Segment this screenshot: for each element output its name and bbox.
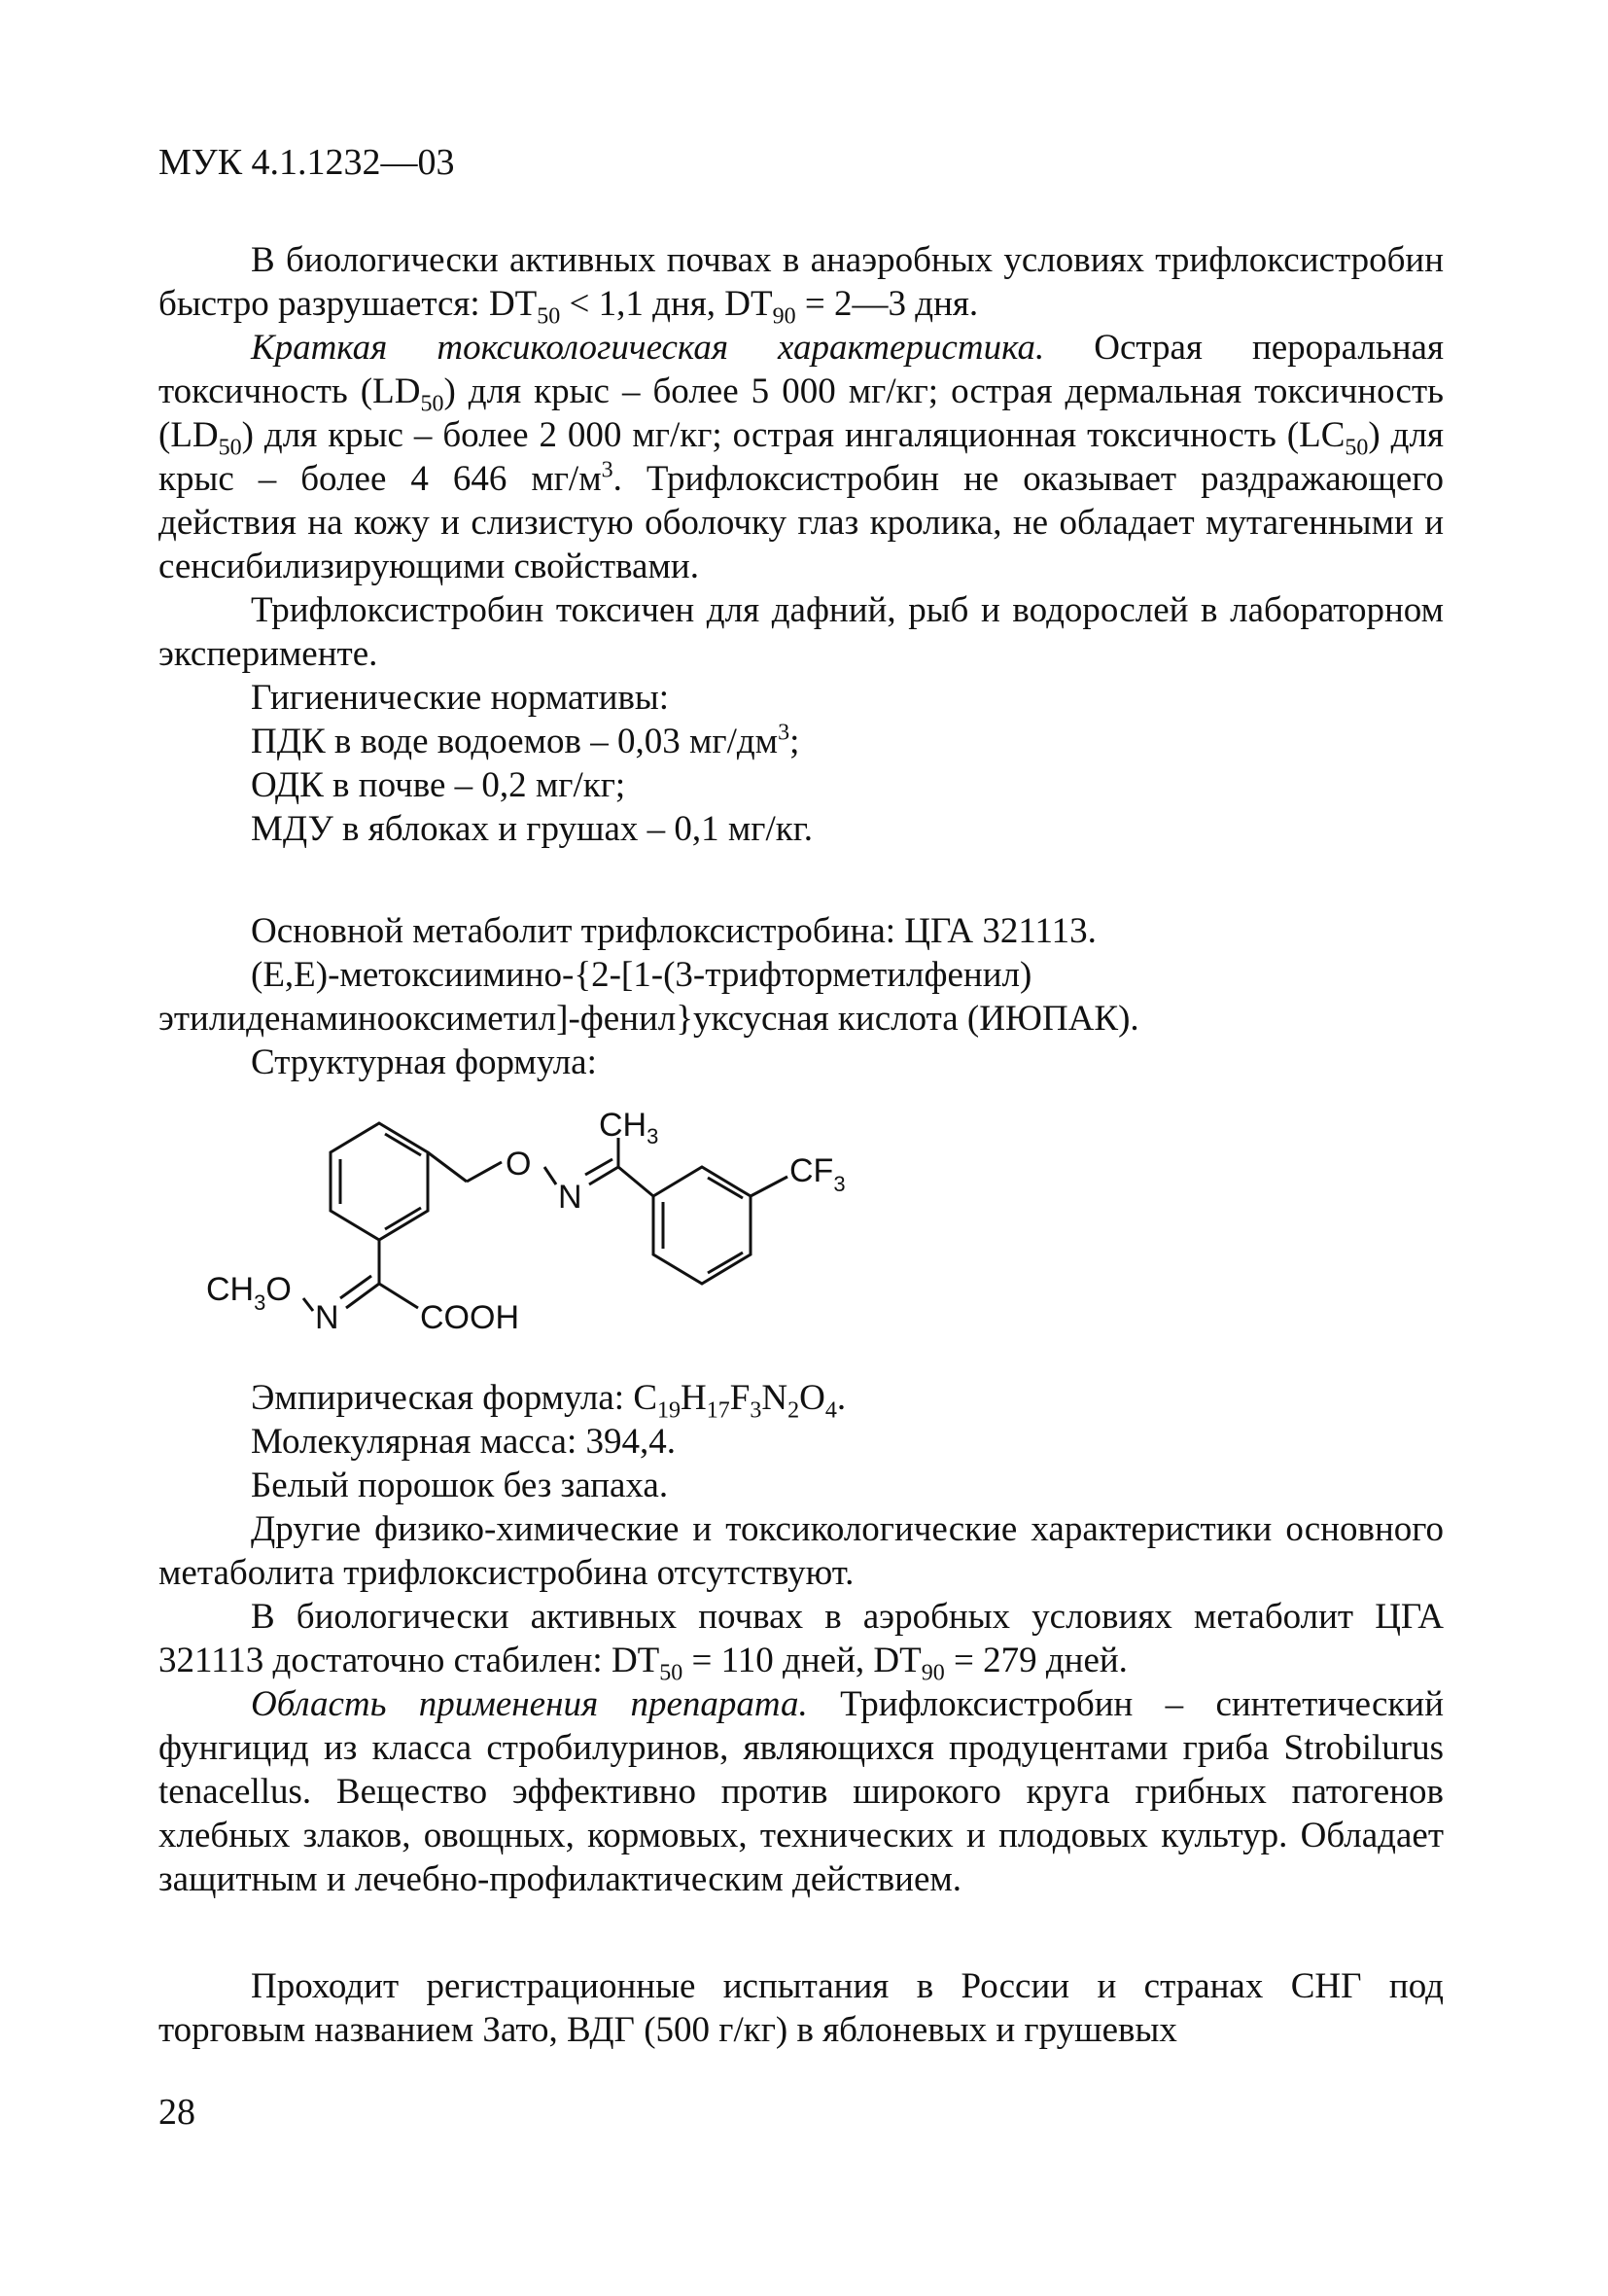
paragraph-anaerobic: В биологически активных почвах в анаэробных условиях трифлоксистробин быстро разрушается: $DT_{50} < 1,1$ дня, $DT_{90}$ = 2—3 дня. xyxy=(158,240,1444,330)
right-benzene-ring xyxy=(653,1167,751,1284)
paragraph-registration: Проходит регистрационные испытания в России и странах СНГ под торговым названием Зато, ВДГ (500 г/кг) в яблоневых и грушевых xyxy=(158,1966,1444,2050)
norm-pdk: ПДК в воде водоемов – 0,03 $мг/дм^3$; xyxy=(251,720,800,761)
nitrogen-link-label: N xyxy=(558,1179,582,1216)
structure-bonds xyxy=(303,1123,787,1311)
cooh-label: COOH xyxy=(420,1299,519,1336)
paragraph-ecotox: Трифлоксистробин токсичен для дафний, рыб и водорослей в лабораторном эксперименте. xyxy=(158,590,1444,674)
page-number: 28 xyxy=(158,2092,195,2133)
paragraph-toxicology: Краткая токсикологическая характеристика. Острая пероральная токсичность $(LD_{50})$ для крыс – более 5 000 мг/кг; острая дермальная токсичность $(LD_{50})$ для крыс – более 2 000 мг/кг; острая ингаляционная токсичность $(LC_{50})$ для крыс – более 4 646 $мг/м^3$. Трифлоксистробин не оказывает раздражающего действия на кожу и слизистую оболочку глаз кролика, не обладает мутагенными и сенсибилизирующими свойствами. xyxy=(158,328,1444,586)
appearance: Белый порошок без запаха. xyxy=(251,1466,669,1505)
norm-mdu: МДУ в яблоках и грушах – 0,1 мг/кг. xyxy=(251,809,813,849)
molar-mass: Молекулярная масса: 394,4. xyxy=(251,1422,677,1462)
left-benzene-ring xyxy=(331,1123,428,1240)
nitrogen-lower-label: N xyxy=(315,1299,339,1336)
oxygen-link-label: O xyxy=(506,1146,532,1183)
methoxy-label: $CH_3O$ xyxy=(206,1271,292,1315)
empirical-formula: Эмпирическая формула: $C_{19}H_{17}F_3N_2O_4$. xyxy=(251,1378,847,1424)
paragraph-other-properties: Другие физико-химические и токсикологические характеристики основного метаболита трифлоксистробина отсутствуют. xyxy=(158,1509,1444,1593)
metabolite-iupac-name: (E,E)-метоксиимино-{2-[1-(3-трифторметилфенил) этилиденаминооксиметил]-фенил}уксусная кислота (ИЮПАК). xyxy=(158,955,1139,1039)
cf3-label: $CF_3$ xyxy=(789,1152,846,1196)
structure-label: Структурная формула: xyxy=(251,1042,597,1082)
hygiene-norms xyxy=(158,676,1536,851)
structural-formula xyxy=(206,1089,1079,1381)
paragraph-aerobic: В биологически активных почвах в аэробных условиях метаболит ЦГА 321113 достаточно стабилен: $DT_{50} = 110$ дней, $DT_{90} = 279$ дней. xyxy=(158,1597,1444,1686)
norms-heading: Гигиенические нормативы: xyxy=(251,678,670,718)
methyl-top-label: $CH_3$ xyxy=(599,1107,659,1148)
scope-heading: Область применения препарата. xyxy=(251,1684,808,1724)
norm-odk: ОДК в почве – 0,2 мг/кг; xyxy=(251,765,626,805)
document-header: МУК 4.1.1232—03 xyxy=(158,142,455,183)
metabolite-properties xyxy=(158,1376,1536,1507)
toxicology-heading: Краткая токсикологическая характеристика. xyxy=(251,328,1045,368)
paragraph-scope: Область применения препарата. Трифлоксистробин – синтетический фунгицид из класса стробилуринов, являющихся продуцентами гриба Strobilurus tenacellus. Вещество эффективно против широкого круга грибных патогенов хлебных злаков, овощных, кормовых, технических и плодовых культур. Обладает защитным и лечебно-профилактическим действием. xyxy=(158,1684,1445,1899)
metabolite-line: Основной метаболит трифлоксистробина: ЦГА 321113. xyxy=(251,911,1097,951)
